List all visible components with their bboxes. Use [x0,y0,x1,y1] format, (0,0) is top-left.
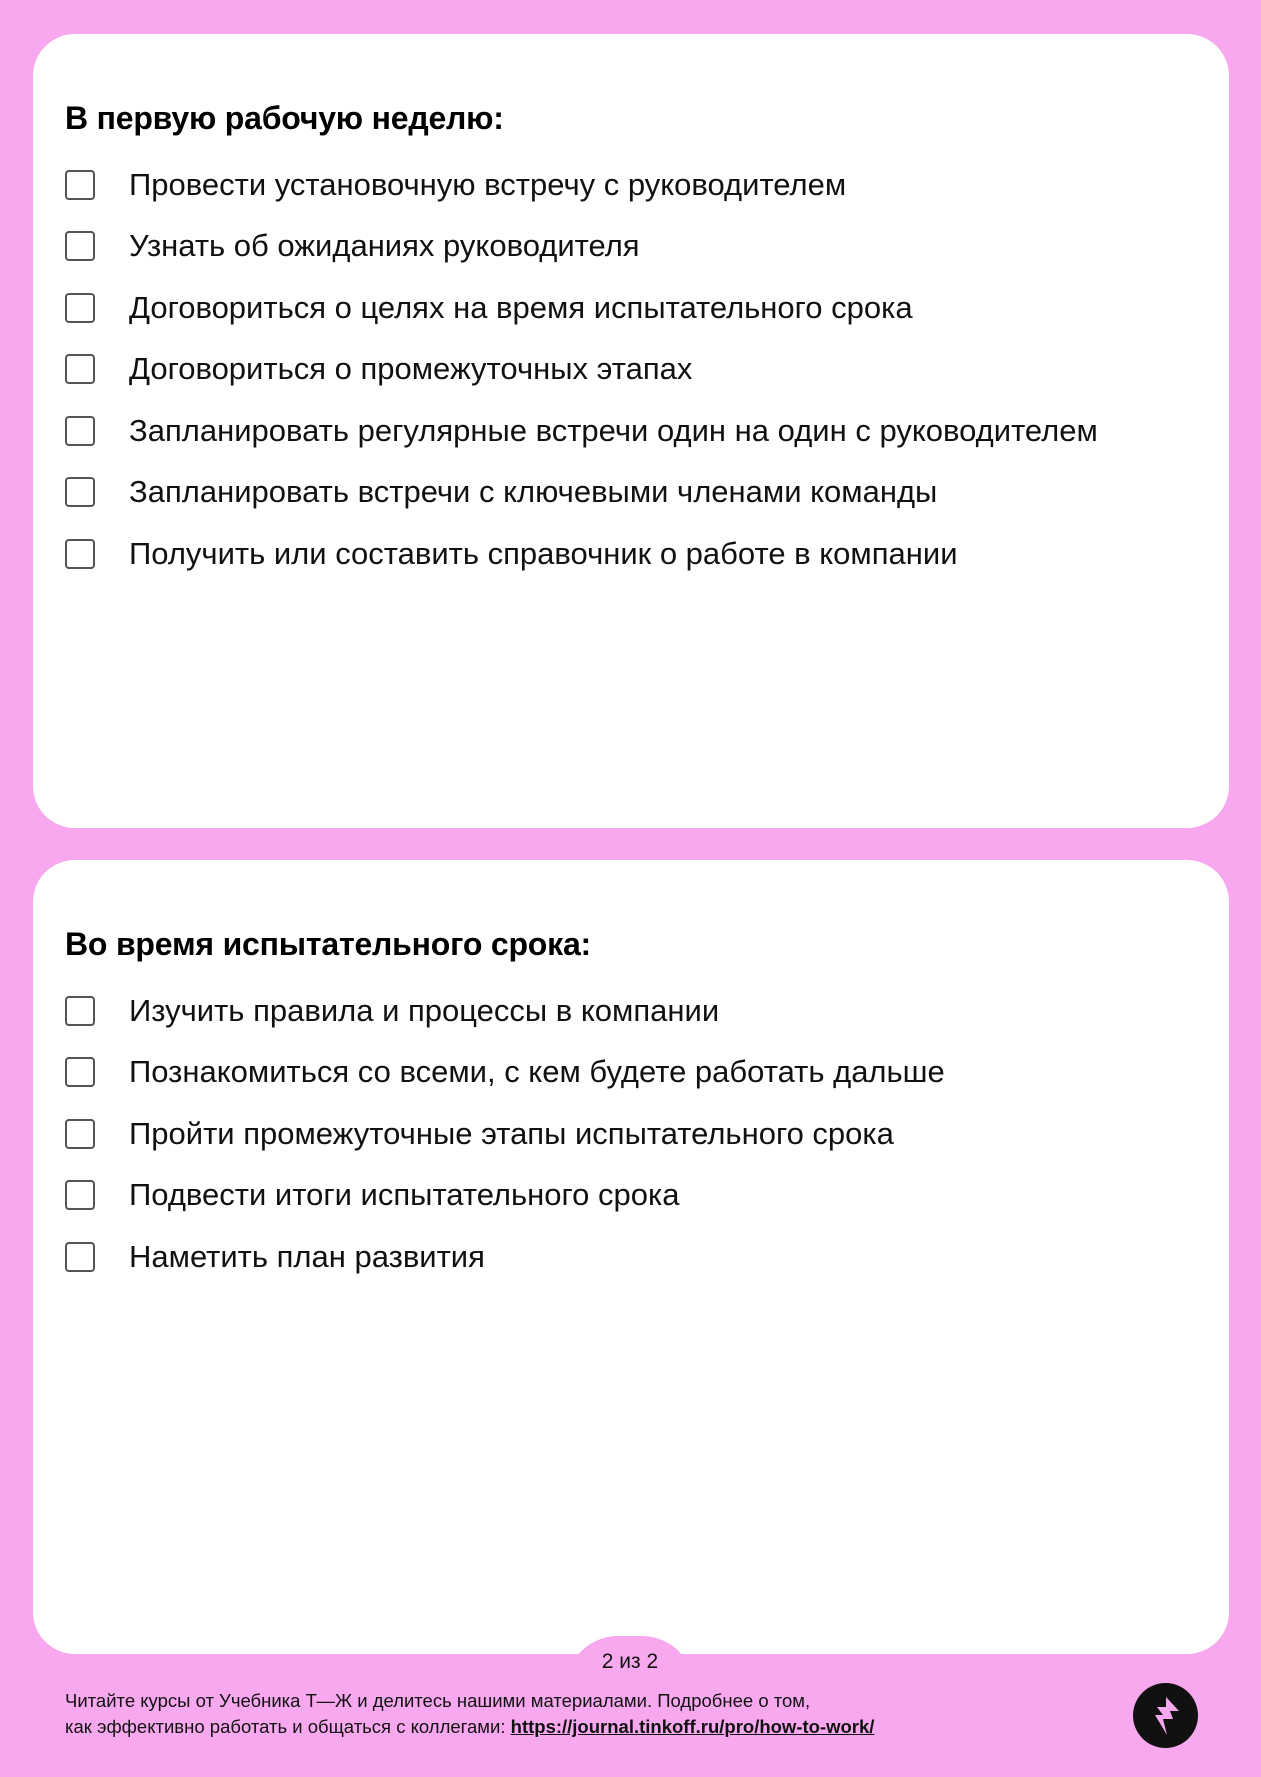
checklist-item [65,1103,1209,1165]
checkbox[interactable] [65,996,95,1026]
footer-text [65,1688,1015,1740]
footer-link[interactable]: https://journal.tinkoff.ru/pro/how-to-work/ [510,1716,875,1737]
checklist-item [65,216,1209,278]
checklist-item [65,462,1209,524]
checklist-item [65,339,1209,401]
checkbox[interactable] [65,1119,95,1149]
probation-title: Во время испытательного срока: [65,926,592,962]
footer-line-2: как эффективно работать и общаться с коллегами: [65,1716,511,1737]
page-counter: 2 из 2 [566,1636,694,1688]
checkbox[interactable] [65,1242,95,1272]
checklist-item-label: Пройти промежуточные этапы испытательного срока [129,1115,894,1151]
lightning-bolt-icon[interactable] [1133,1683,1198,1748]
checklist-item [65,1226,1209,1288]
first-week-card [33,34,1229,828]
checklist-item-label: Запланировать регулярные встречи один на один с руководителем [129,412,1098,448]
checklist-item [65,277,1209,339]
checkbox[interactable] [65,1057,95,1087]
checklist-item [65,400,1209,462]
checkbox[interactable] [65,1180,95,1210]
probation-checklist [65,980,1209,1288]
checklist-item-label: Наметить план развития [129,1238,485,1274]
checkbox[interactable] [65,354,95,384]
checkbox[interactable] [65,231,95,261]
checklist-item-label: Провести установочную встречу с руководителем [129,166,847,202]
checklist-item-label: Запланировать встречи с ключевыми членами команды [129,474,938,510]
checklist-item [65,523,1209,585]
checklist-item-label: Подвести итоги испытательного срока [129,1177,680,1213]
footer-line-1: Читайте курсы от Учебника Т—Ж и делитесь нашими материалами. Подробнее о том, [65,1690,811,1711]
checklist-item-label: Договориться о промежуточных этапах [129,351,693,387]
checklist-item [65,1042,1209,1104]
checklist-item-label: Узнать об ожиданиях руководителя [129,228,640,264]
checkbox[interactable] [65,170,95,200]
checklist-item-label: Договориться о целях на время испытательного срока [129,289,913,325]
checkbox[interactable] [65,416,95,446]
checklist-item [65,1165,1209,1227]
first-week-title: В первую рабочую неделю: [65,100,504,136]
lightning-bolt-glyph [1149,1695,1183,1737]
checklist-item-label: Изучить правила и процессы в компании [129,992,720,1028]
probation-card [33,860,1229,1654]
checkbox[interactable] [65,293,95,323]
checkbox[interactable] [65,539,95,569]
checklist-item [65,154,1209,216]
checklist-item-label: Получить или составить справочник о работе в компании [129,535,958,571]
first-week-checklist [65,154,1209,585]
checklist-item [65,980,1209,1042]
checkbox[interactable] [65,477,95,507]
checklist-item-label: Познакомиться со всеми, с кем будете работать дальше [129,1054,945,1090]
